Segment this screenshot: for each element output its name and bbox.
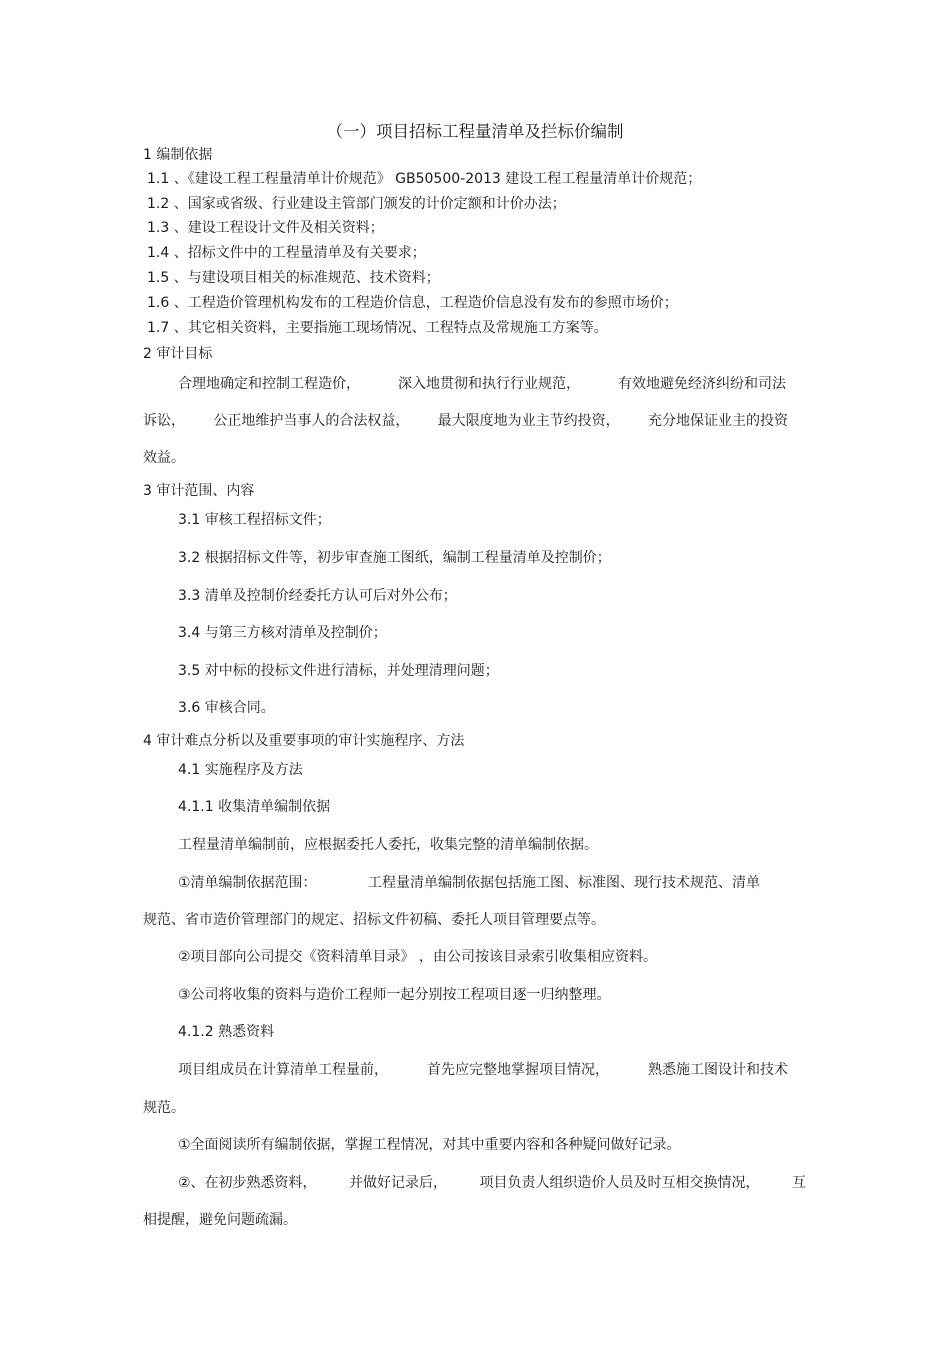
paragraph-line: ②项目部向公司提交《资料清单目录》 ，由公司按该目录索引收集相应资料。 [178, 949, 657, 965]
subsection-heading: 4.1 实施程序及方法 [178, 762, 303, 778]
list-item: 1.2 、国家或省级、行业建设主管部门颁发的计价定额和计价办法； [147, 196, 566, 212]
paragraph-line: ③公司将收集的资料与造价工程师一起分别按工程项目逐一归纳整理。 [178, 987, 611, 1003]
paragraph-line: 效益。 [143, 450, 185, 466]
page-title: （一）项目招标工程量清单及拦标价编制 [326, 122, 624, 141]
list-item: 1.6 、工程造价管理机构发布的工程造价信息，工程造价信息没有发布的参照市场价； [147, 295, 678, 311]
text-span: ①清单编制依据范围： [178, 875, 317, 891]
text-span: 公正地维护当事人的合法权益， [213, 413, 410, 429]
paragraph-line [178, 873, 760, 893]
section-4-heading: 4 审计难点分析以及重要事项的审计实施程序、方法 [143, 733, 465, 749]
text-span: 深入地贯彻和执行行业规范， [398, 376, 580, 392]
paragraph-line: ①全面阅读所有编制依据，掌握工程情况，对其中重要内容和各种疑问做好记录。 [178, 1137, 681, 1153]
paragraph-line: 相提醒，避免问题疏漏。 [143, 1212, 297, 1228]
list-item: 3.1 审核工程招标文件； [178, 512, 331, 528]
section-2-heading: 2 审计目标 [143, 346, 213, 362]
subsection-heading: 4.1.1 收集清单编制依据 [178, 799, 331, 815]
list-item: 3.4 与第三方核对清单及控制价； [178, 625, 387, 641]
paragraph-line [178, 1173, 806, 1193]
text-span: 合理地确定和控制工程造价， [178, 376, 360, 392]
text-span: 项目负责人组织造价人员及时互相交换情况， [479, 1175, 760, 1191]
list-item: 1.5 、与建设项目相关的标准规范、技术资料； [147, 270, 440, 286]
list-item: 3.5 对中标的投标文件进行清标，并处理清理问题； [178, 663, 499, 679]
text-span: 互 [791, 1175, 806, 1191]
list-item: 3.3 清单及控制价经委托方认可后对外公布； [178, 588, 457, 604]
list-item: 1.1 、《建设工程工程量清单计价规范》 GB50500-2013 建设工程工程量清单计价规范； [147, 171, 702, 187]
paragraph-line [143, 411, 788, 431]
list-item: 1.4 、招标文件中的工程量清单及有关要求； [147, 245, 426, 261]
text-span: 并做好记录后， [349, 1175, 448, 1191]
text-span: 充分地保证业主的投资 [647, 413, 788, 429]
section-1-heading: 1 编制依据 [143, 147, 213, 163]
list-item: 1.7 、其它相关资料，主要指施工现场情况、工程特点及常规施工方案等。 [147, 320, 608, 336]
paragraph-line [178, 1060, 788, 1080]
paragraph-line: 规范、省市造价管理部门的规定、招标文件初稿、委托人项目管理要点等。 [143, 912, 605, 928]
list-item: 3.6 审核合同。 [178, 700, 275, 716]
text-span: 熟悉施工图设计和技术 [648, 1062, 788, 1078]
subsection-heading: 4.1.2 熟悉资料 [178, 1024, 275, 1040]
text-span: 最大限度地为业主节约投资， [437, 413, 620, 429]
text-span: 项目组成员在计算清单工程量前， [178, 1062, 388, 1078]
text-span: ②、在初步熟悉资料， [178, 1175, 317, 1191]
text-span: 首先应完整地掌握项目情况， [427, 1062, 609, 1078]
list-item: 3.2 根据招标文件等，初步审查施工图纸，编制工程量清单及控制价； [178, 550, 611, 566]
text-span: 工程量清单编制依据包括施工图、标准图、现行技术规范、清单 [368, 875, 760, 891]
paragraph-line: 工程量清单编制前，应根据委托人委托，收集完整的清单编制依据。 [178, 837, 598, 853]
text-span: 有效地避免经济纠纷和司法 [618, 376, 786, 392]
paragraph-line: 规范。 [143, 1100, 185, 1116]
text-span: 诉讼， [143, 413, 185, 429]
paragraph-line [178, 374, 786, 394]
list-item: 1.3 、建设工程设计文件及相关资料； [147, 220, 384, 236]
section-3-heading: 3 审计范围、内容 [143, 483, 255, 499]
